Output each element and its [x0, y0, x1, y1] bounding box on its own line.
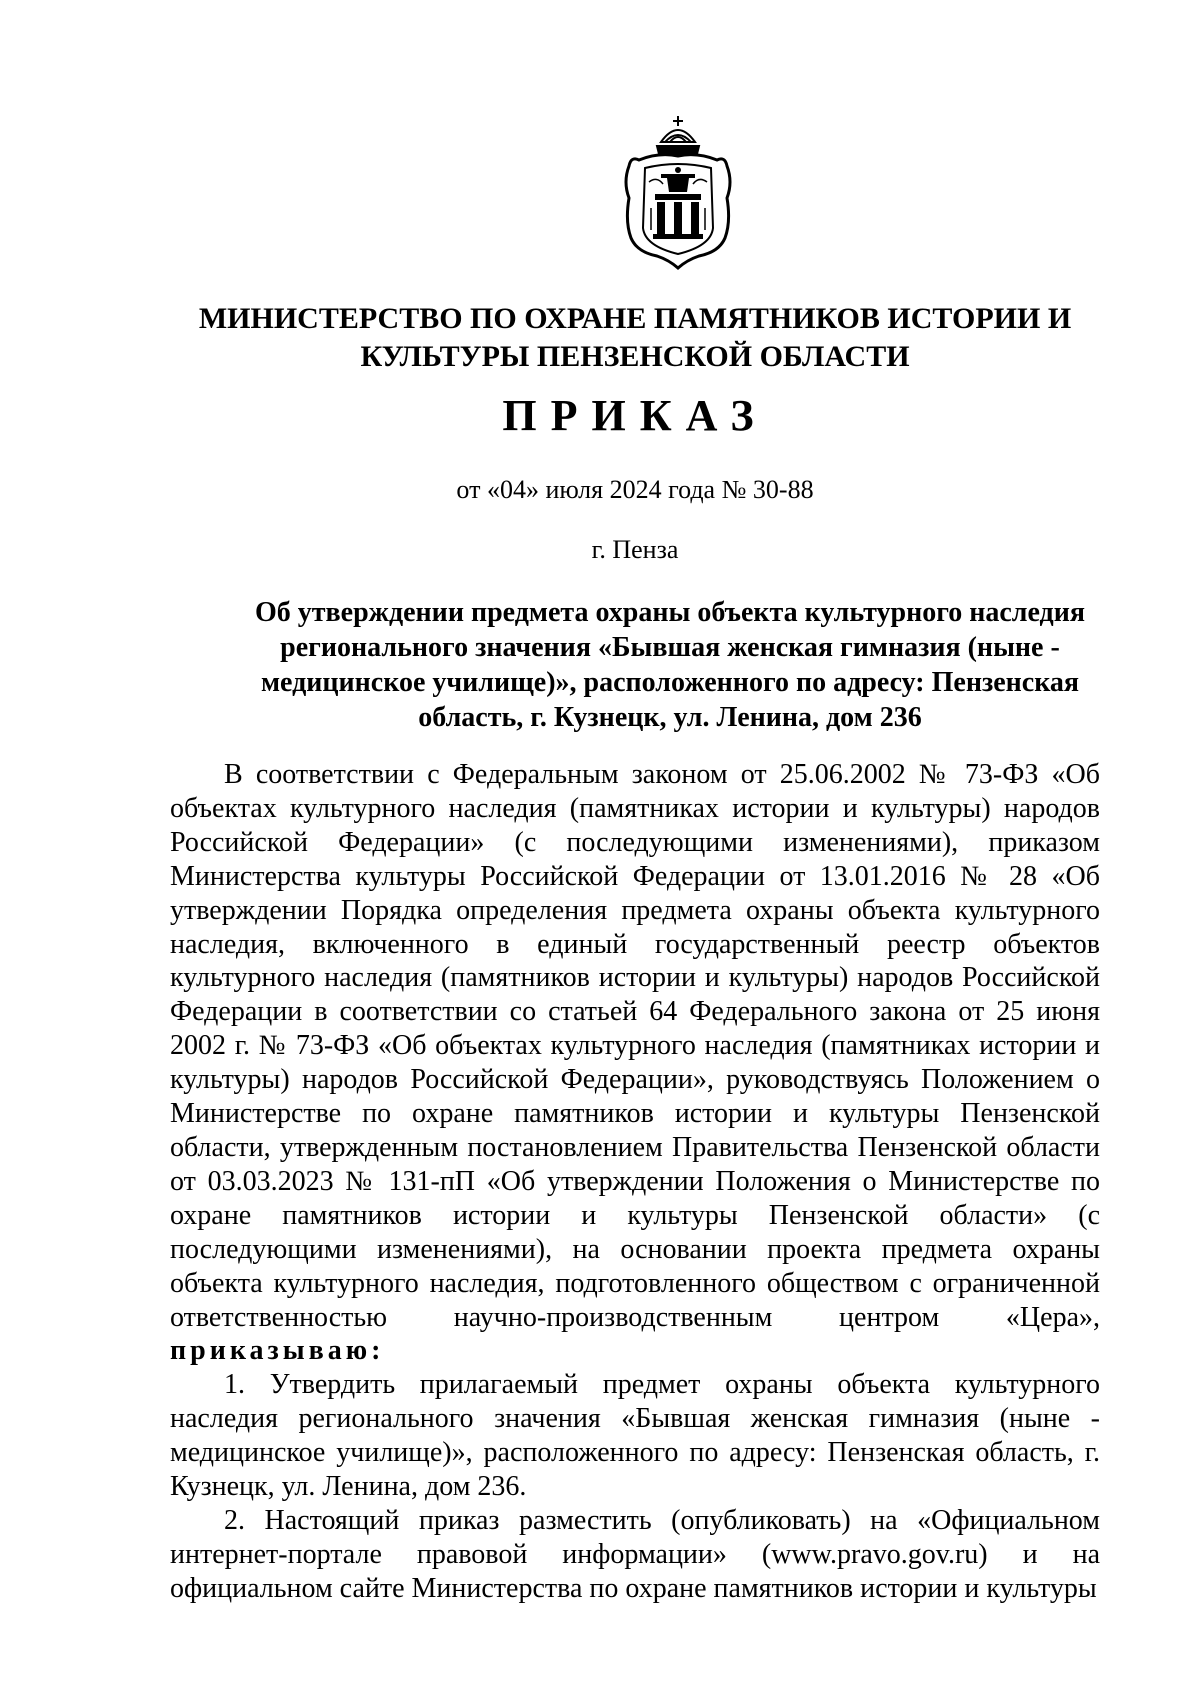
- coat-of-arms-icon: [617, 112, 739, 270]
- order-item: 1. Утвердить прилагаемый предмет охраны объекта культурного наследия регионального значения «Бывшая женская гимназия (ныне - медицинское училище)», расположенного по адресу: Пензенская область, г. Кузнецк, ул. Ленина, дом 236.: [170, 1369, 1100, 1503]
- ministry-name: МИНИСТЕРСТВО ПО ОХРАНЕ ПАМЯТНИКОВ ИСТОРИИ И КУЛЬТУРЫ ПЕНЗЕНСКОЙ ОБЛАСТИ: [198, 302, 1072, 373]
- decree-word: приказываю:: [170, 1335, 385, 1367]
- order-item: 2. Настоящий приказ разместить (опубликовать) на «Официальном интернет-портале правовой информации» (www.pravo.gov.ru) и на официальном сайте Министерства по охране памятников истории и культуры: [170, 1504, 1100, 1604]
- order-date-number: от «04» июля 2024 года № 30-88: [456, 475, 814, 504]
- preamble-paragraph: [170, 758, 1100, 1368]
- order-subject: Об утверждении предмета охраны объекта культурного наследия регионального значения «Бывшая женская гимназия (ныне - медицинское училище)», расположенного по адресу: Пензенская область, г. Кузнецк, ул. Ленина, дом 236: [255, 597, 1085, 733]
- order-body: [170, 758, 1100, 1606]
- preamble-text: В соответствии с Федеральным законом от 25.06.2002 № 73-ФЗ «Об объектах культурного наследия (памятниках истории и культуры) народов Российской Федерации» (с последующими изменениями), приказом Министерства культуры Российской Федерации от 13.01.2016 № 28 «Об утверждении Порядка определения предмета охраны объекта культурного наследия, включенного в единый государственный реестр объектов культурного наследия (памятников истории и культуры) народов Российской Федерации в соответствии со статьей 64 Федерального закона от 25 июня 2002 г. № 73-ФЗ «Об объектах культурного наследия (памятниках истории и культуры) народов Российской Федерации», руководствуясь Положением о Министерстве по охране памятников истории и культуры Пензенской области, утвержденным постановлением Правительства Пензенской области от 03.03.2023 № 131-пП «Об утверждении Положения о Министерстве по охране памятников истории и культуры Пензенской области» (с последующими изменениями), на основании проекта предмета охраны объекта культурного наследия, подготовленного обществом с ограниченной ответственностью научно-производственным центром «Цера»,: [170, 759, 1100, 1333]
- order-city: г. Пенза: [591, 535, 679, 564]
- document-type-title: ПРИКАЗ: [502, 391, 768, 440]
